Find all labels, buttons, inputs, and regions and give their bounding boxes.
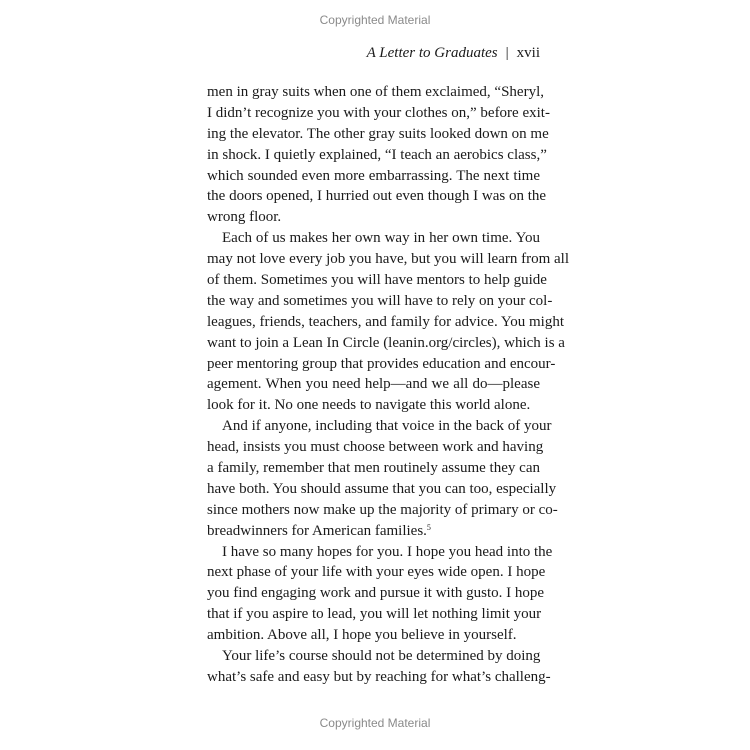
- text-line: [207, 249, 569, 270]
- line-text: since mothers now make up the majority of primary or co-: [207, 501, 558, 518]
- text-line: [207, 312, 564, 333]
- line-text: want to join a Lean In Circle (leanin.org/circles), which is a: [207, 334, 565, 351]
- line-text: a family, remember that men routinely assume they can: [207, 460, 540, 477]
- text-line: [207, 82, 544, 103]
- text-line: [207, 667, 551, 688]
- text-line: [207, 562, 546, 583]
- line-text: what’s safe and easy but by reaching for what’s challeng-: [207, 668, 551, 685]
- text-line: [207, 604, 540, 625]
- copyright-watermark-bottom: Copyrighted Material: [319, 716, 431, 730]
- line-text: ambition. Above all, I hope you believe in yourself.: [207, 627, 517, 644]
- line-text: I have so many hopes for you. I hope you head into the: [222, 543, 553, 560]
- header-separator: |: [505, 45, 509, 61]
- paragraph: [207, 542, 553, 646]
- text-line: [207, 103, 550, 124]
- page-number: xvii: [516, 45, 540, 61]
- line-text: wrong floor.: [207, 209, 282, 226]
- line-text: breadwinners for American families.: [207, 522, 427, 539]
- text-line: [207, 270, 547, 291]
- text-line: [207, 207, 540, 228]
- text-line: [207, 124, 549, 145]
- paragraph: [207, 228, 569, 416]
- line-text: Each of us makes her own way in her own time. You: [222, 230, 540, 247]
- line-text: leagues, friends, teachers, and family for advice. You might: [207, 313, 564, 330]
- paragraph: [207, 82, 550, 228]
- line-text: ing the elevator. The other gray suits looked down on me: [207, 125, 549, 142]
- body-text: [207, 82, 569, 688]
- line-text: And if anyone, including that voice in the back of your: [222, 418, 552, 435]
- line-text: that if you aspire to lead, you will let nothing limit your: [207, 606, 542, 623]
- line-text: agement. When you need help—and we all do—please: [207, 376, 540, 393]
- text-line: [207, 437, 544, 458]
- line-text: men in gray suits when one of them exclaimed, “Sheryl,: [207, 84, 544, 100]
- line-text: in shock. I quietly explained, “I teach an aerobics class,”: [207, 146, 547, 163]
- text-line: [207, 395, 540, 416]
- line-text: of them. Sometimes you will have mentors to help guide: [207, 272, 547, 289]
- text-line: [207, 646, 540, 667]
- line-text: head, insists you must choose between work and having: [207, 439, 544, 456]
- chapter-title: A Letter to Graduates: [366, 45, 498, 61]
- footnote-marker[interactable]: 5: [426, 522, 431, 532]
- text-line: [207, 458, 540, 479]
- text-line: [207, 500, 558, 521]
- text-line: [207, 145, 547, 166]
- text-line: [207, 166, 540, 187]
- text-line: [207, 228, 540, 249]
- paragraph: [207, 646, 551, 688]
- line-text: Your life’s course should not be determined by doing: [222, 648, 541, 665]
- line-text: I didn’t recognize you with your clothes on,” before exit-: [207, 104, 550, 121]
- line-text: look for it. No one needs to navigate this world alone.: [207, 397, 531, 414]
- text-line: [207, 625, 540, 646]
- running-header: [207, 44, 540, 62]
- text-line: [207, 354, 556, 375]
- text-line: [207, 542, 553, 563]
- line-text: the way and sometimes you will have to rely on your col-: [207, 292, 553, 309]
- line-text: may not love every job you have, but you will learn from all: [207, 251, 569, 268]
- line-text: next phase of your life with your eyes wide open. I hope: [207, 564, 546, 581]
- line-text: peer mentoring group that provides education and encour-: [207, 355, 556, 372]
- text-line: [207, 521, 540, 542]
- copyright-watermark-top: Copyrighted Material: [319, 13, 431, 27]
- text-line: [207, 583, 545, 604]
- text-line: [207, 291, 553, 312]
- line-text: have both. You should assume that you can too, especially: [207, 480, 557, 497]
- text-line: [207, 416, 552, 437]
- text-line: [207, 186, 547, 207]
- text-line: [207, 479, 557, 500]
- line-text: you find engaging work and pursue it with gusto. I hope: [207, 585, 545, 602]
- line-text: which sounded even more embarrassing. The next time: [207, 167, 540, 184]
- text-line: [207, 333, 565, 354]
- paragraph: [207, 416, 558, 541]
- text-line: [207, 374, 540, 395]
- line-text: the doors opened, I hurried out even though I was on the: [207, 188, 547, 205]
